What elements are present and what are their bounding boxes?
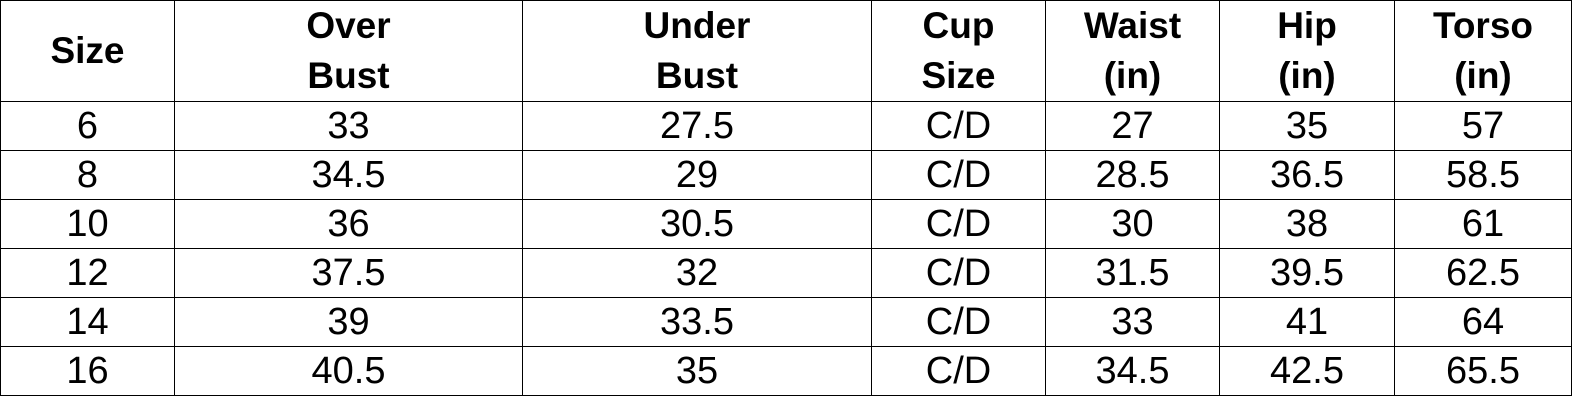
- cell-size: 10: [1, 200, 175, 249]
- header-hip: Hip (in): [1220, 1, 1395, 102]
- cell-size: 12: [1, 249, 175, 298]
- cell-under-bust: 35: [523, 347, 872, 396]
- cell-cup-size: C/D: [872, 298, 1046, 347]
- cell-hip: 42.5: [1220, 347, 1395, 396]
- cell-torso: 61: [1395, 200, 1572, 249]
- cell-under-bust: 33.5: [523, 298, 872, 347]
- cell-cup-size: C/D: [872, 200, 1046, 249]
- cell-hip: 38: [1220, 200, 1395, 249]
- table-row: [1, 200, 1572, 249]
- table-row: [1, 151, 1572, 200]
- table-row: [1, 249, 1572, 298]
- cell-over-bust: 40.5: [175, 347, 523, 396]
- cell-under-bust: 30.5: [523, 200, 872, 249]
- cell-cup-size: C/D: [872, 347, 1046, 396]
- cell-waist: 28.5: [1046, 151, 1220, 200]
- cell-cup-size: C/D: [872, 249, 1046, 298]
- header-row: [1, 1, 1572, 102]
- cell-torso: 65.5: [1395, 347, 1572, 396]
- cell-over-bust: 34.5: [175, 151, 523, 200]
- table-row: [1, 347, 1572, 396]
- cell-hip: 41: [1220, 298, 1395, 347]
- table-row: [1, 102, 1572, 151]
- cell-under-bust: 32: [523, 249, 872, 298]
- header-waist: Waist (in): [1046, 1, 1220, 102]
- cell-waist: 33: [1046, 298, 1220, 347]
- cell-under-bust: 29: [523, 151, 872, 200]
- cell-under-bust: 27.5: [523, 102, 872, 151]
- cell-hip: 35: [1220, 102, 1395, 151]
- table-row: [1, 298, 1572, 347]
- header-size: Size: [1, 1, 175, 102]
- cell-cup-size: C/D: [872, 151, 1046, 200]
- header-under-bust: Under Bust: [523, 1, 872, 102]
- cell-torso: 64: [1395, 298, 1572, 347]
- cell-over-bust: 36: [175, 200, 523, 249]
- cell-waist: 31.5: [1046, 249, 1220, 298]
- cell-over-bust: 39: [175, 298, 523, 347]
- cell-waist: 27: [1046, 102, 1220, 151]
- header-cup-size: Cup Size: [872, 1, 1046, 102]
- cell-size: 6: [1, 102, 175, 151]
- cell-size: 14: [1, 298, 175, 347]
- cell-over-bust: 33: [175, 102, 523, 151]
- cell-torso: 62.5: [1395, 249, 1572, 298]
- cell-hip: 36.5: [1220, 151, 1395, 200]
- header-over-bust: Over Bust: [175, 1, 523, 102]
- cell-torso: 57: [1395, 102, 1572, 151]
- cell-waist: 34.5: [1046, 347, 1220, 396]
- cell-size: 16: [1, 347, 175, 396]
- cell-cup-size: C/D: [872, 102, 1046, 151]
- cell-torso: 58.5: [1395, 151, 1572, 200]
- cell-waist: 30: [1046, 200, 1220, 249]
- cell-hip: 39.5: [1220, 249, 1395, 298]
- cell-over-bust: 37.5: [175, 249, 523, 298]
- cell-size: 8: [1, 151, 175, 200]
- header-torso: Torso (in): [1395, 1, 1572, 102]
